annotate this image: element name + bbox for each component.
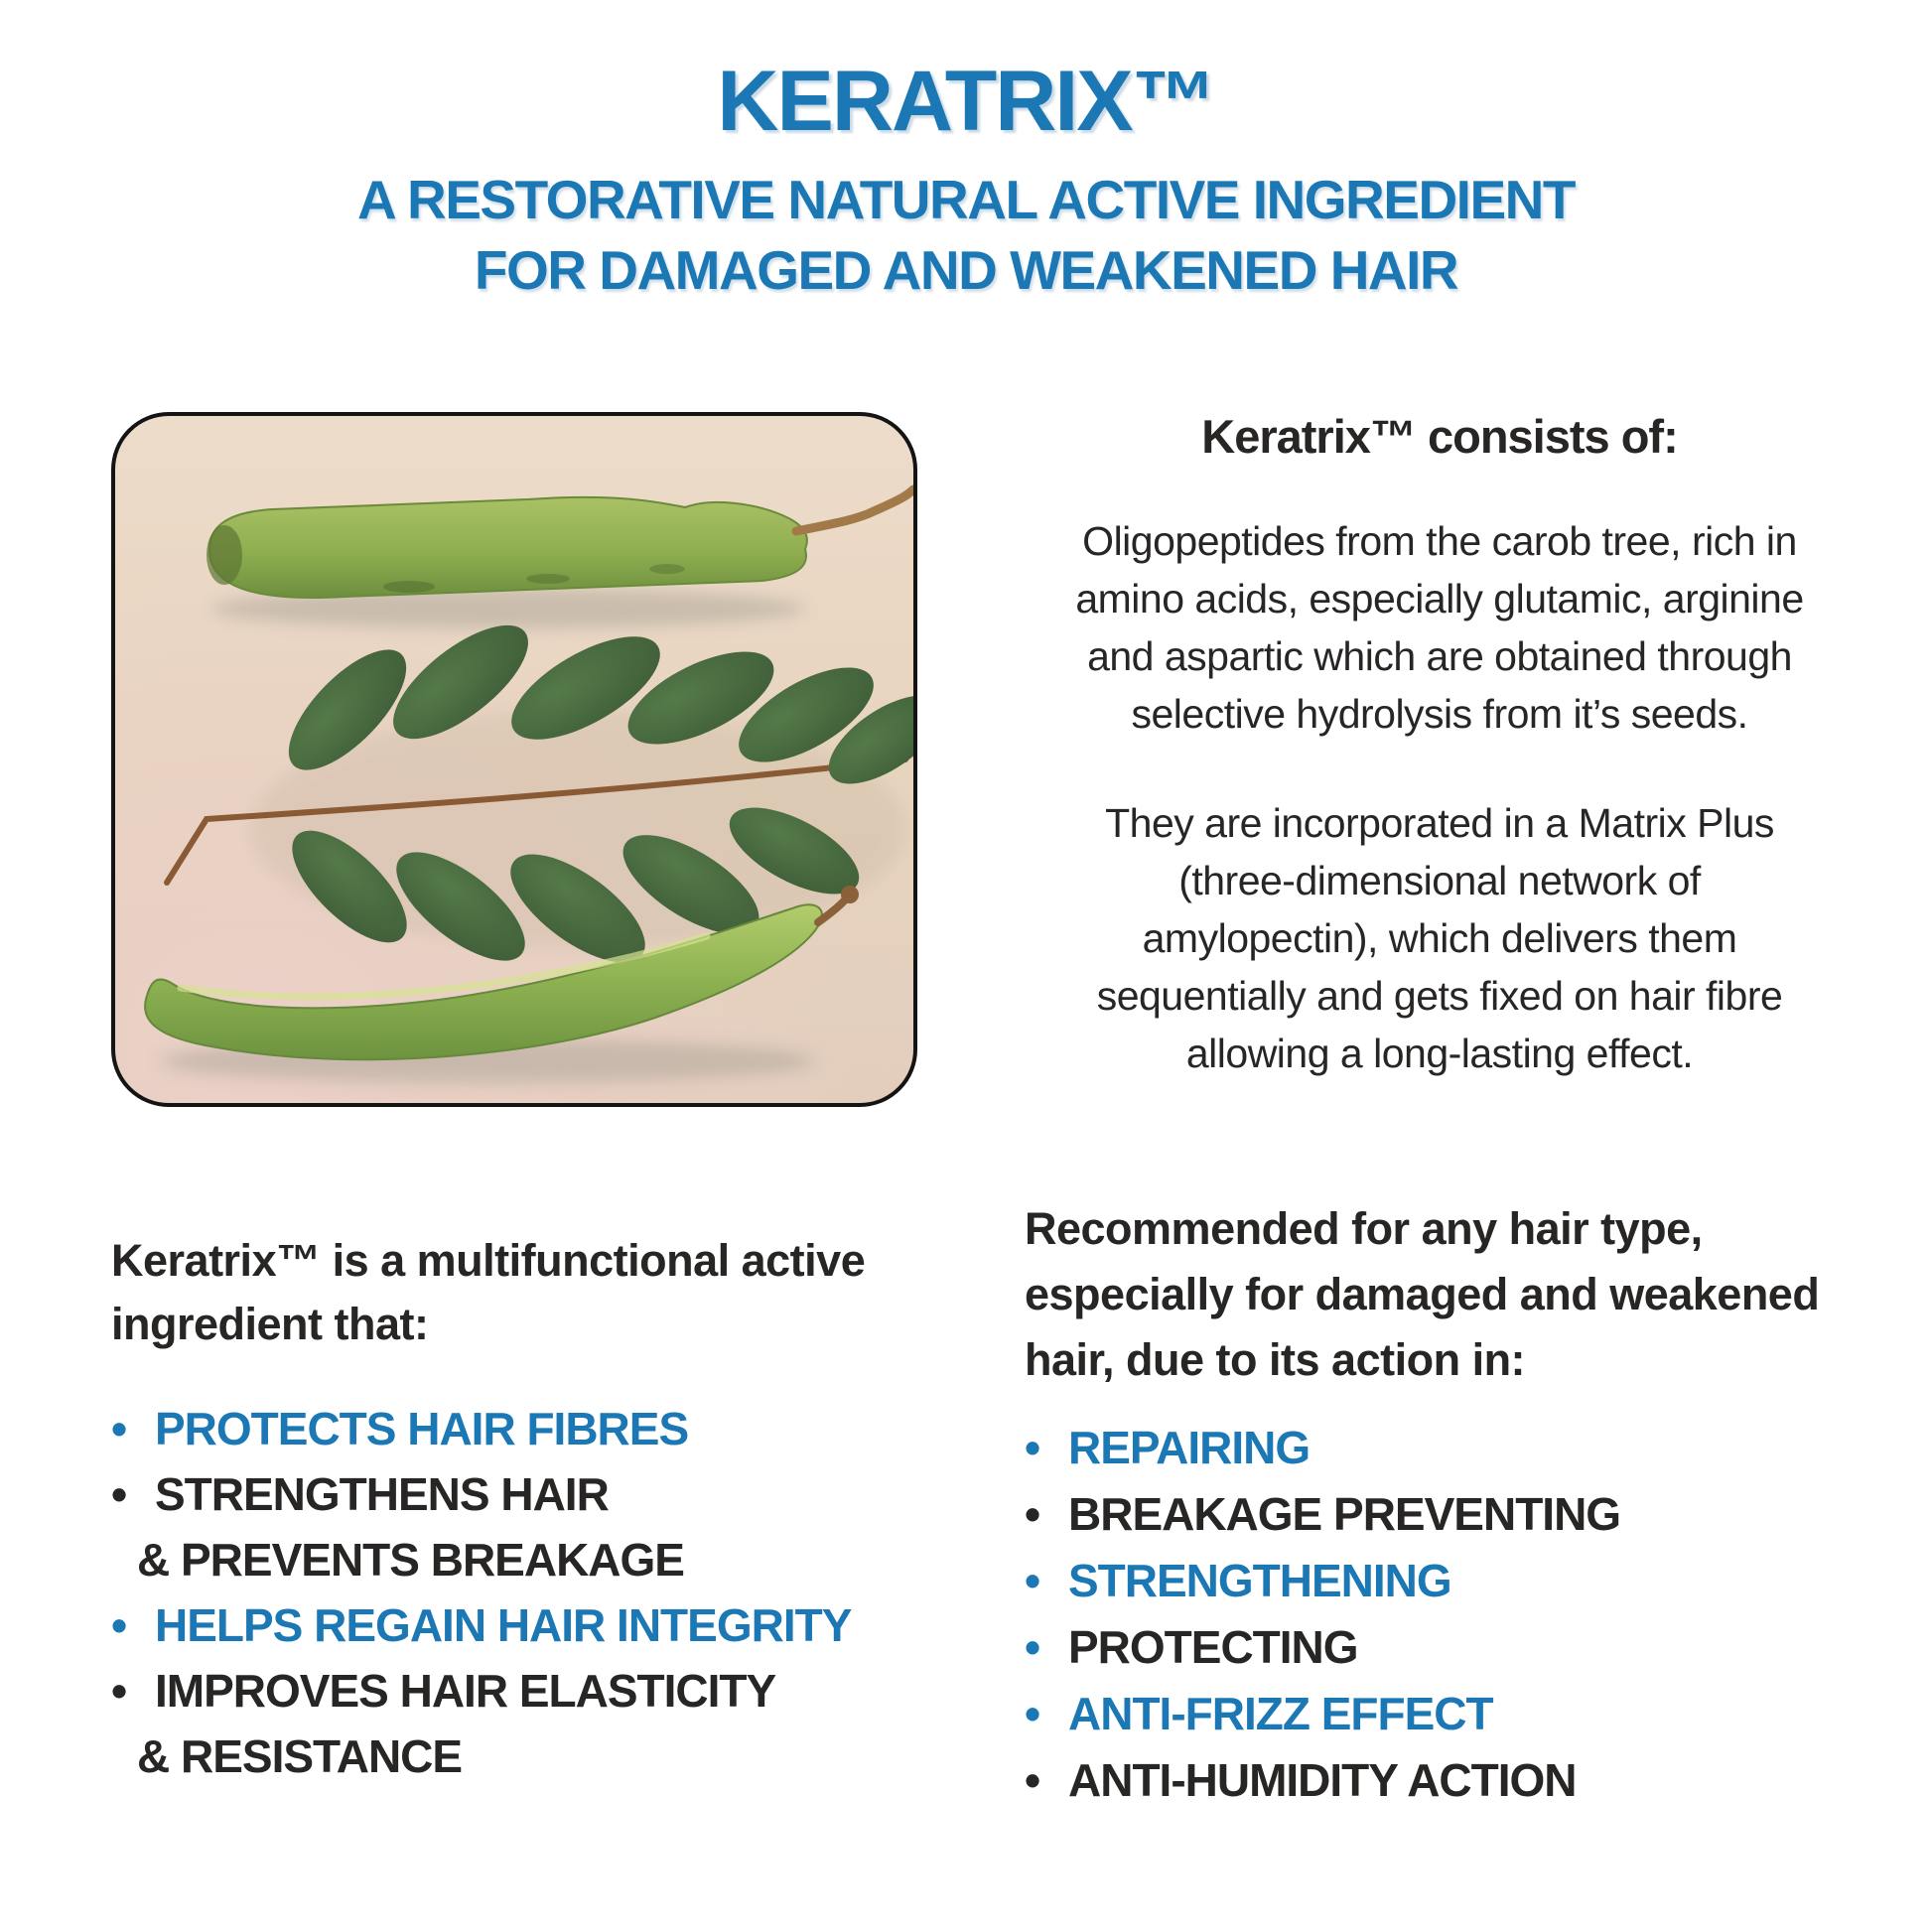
- bullet-dot: •: [111, 1599, 127, 1651]
- multifunctional-list: [111, 1396, 1005, 1789]
- paragraph-line: amino acids, especially glutamic, arginine: [1075, 576, 1804, 621]
- list-item-label: PROTECTS HAIR FIBRES: [155, 1403, 689, 1454]
- multifunctional-heading: [111, 1229, 1005, 1356]
- consists-paragraph-1: [1013, 512, 1866, 743]
- heading-line: especially for damaged and weakened: [1025, 1269, 1820, 1319]
- header: [0, 52, 1932, 306]
- list-item: [1025, 1747, 1918, 1814]
- list-item-label: ANTI-FRIZZ EFFECT: [1068, 1688, 1493, 1739]
- heading-line: Keratrix™ is a multifunctional active: [111, 1235, 866, 1286]
- paragraph-line: amylopectin), which delivers them: [1142, 915, 1737, 961]
- subtitle-line-2: FOR DAMAGED AND WEAKENED HAIR: [474, 239, 1458, 301]
- list-item-continuation: [111, 1527, 1005, 1592]
- list-item-label: REPAIRING: [1068, 1422, 1311, 1473]
- list-item: [111, 1461, 1005, 1527]
- bullet-dot: •: [1025, 1621, 1040, 1673]
- bullet-dot: •: [1025, 1688, 1040, 1739]
- list-item: [111, 1658, 1005, 1724]
- carob-photo: [111, 412, 917, 1107]
- list-item: [1025, 1548, 1918, 1614]
- consists-section: [1013, 409, 1866, 1082]
- paragraph-line: sequentially and gets fixed on hair fibre: [1096, 973, 1783, 1019]
- bullet-dot: •: [1025, 1754, 1040, 1806]
- bullet-dot: •: [111, 1468, 127, 1520]
- recommended-list: [1025, 1415, 1918, 1814]
- page-title: KERATRIX™: [717, 54, 1215, 149]
- page-subtitle: [0, 165, 1932, 306]
- list-item: [1025, 1481, 1918, 1548]
- consists-heading: Keratrix™ consists of:: [1201, 410, 1678, 463]
- list-item-label: BREAKAGE PREVENTING: [1068, 1488, 1621, 1540]
- list-item-continuation: [111, 1724, 1005, 1789]
- recommended-section: [1025, 1196, 1918, 1814]
- bullet-dot: •: [1025, 1488, 1040, 1540]
- paragraph-line: allowing a long-lasting effect.: [1185, 1031, 1694, 1076]
- list-item-label: & RESISTANCE: [137, 1730, 463, 1782]
- list-item: [111, 1396, 1005, 1461]
- bullet-dot: •: [111, 1665, 127, 1717]
- list-item: [111, 1592, 1005, 1658]
- bullet-dot: •: [1025, 1555, 1040, 1606]
- paragraph-line: selective hydrolysis from it’s seeds.: [1131, 691, 1748, 737]
- list-item-label: HELPS REGAIN HAIR INTEGRITY: [155, 1599, 852, 1651]
- list-item-label: ANTI-HUMIDITY ACTION: [1068, 1754, 1577, 1806]
- list-item-label: & PREVENTS BREAKAGE: [137, 1534, 684, 1586]
- paragraph-line: and aspartic which are obtained through: [1087, 633, 1792, 679]
- subtitle-line-1: A RESTORATIVE NATURAL ACTIVE INGREDIENT: [357, 169, 1575, 230]
- heading-line: ingredient that:: [111, 1299, 429, 1349]
- list-item-label: STRENGTHENING: [1068, 1555, 1451, 1606]
- list-item-label: IMPROVES HAIR ELASTICITY: [155, 1665, 776, 1717]
- consists-paragraph-2: [1013, 794, 1866, 1082]
- list-item: [1025, 1415, 1918, 1481]
- heading-line: Recommended for any hair type,: [1025, 1203, 1703, 1254]
- paragraph-line: (three-dimensional network of: [1178, 858, 1701, 903]
- recommended-heading: [1025, 1196, 1918, 1393]
- carob-pod-top: [209, 497, 807, 598]
- multifunctional-section: [111, 1229, 1005, 1789]
- list-item: [1025, 1681, 1918, 1747]
- list-item: [1025, 1614, 1918, 1681]
- paragraph-line: Oligopeptides from the carob tree, rich in: [1082, 518, 1797, 564]
- carob-photo-illustration: [111, 412, 917, 1107]
- heading-line: hair, due to its action in:: [1025, 1334, 1526, 1385]
- bullet-dot: •: [111, 1403, 127, 1454]
- bullet-dot: •: [1025, 1422, 1040, 1473]
- list-item-label: STRENGTHENS HAIR: [155, 1468, 609, 1520]
- paragraph-line: They are incorporated in a Matrix Plus: [1105, 800, 1774, 846]
- list-item-label: PROTECTING: [1068, 1621, 1358, 1673]
